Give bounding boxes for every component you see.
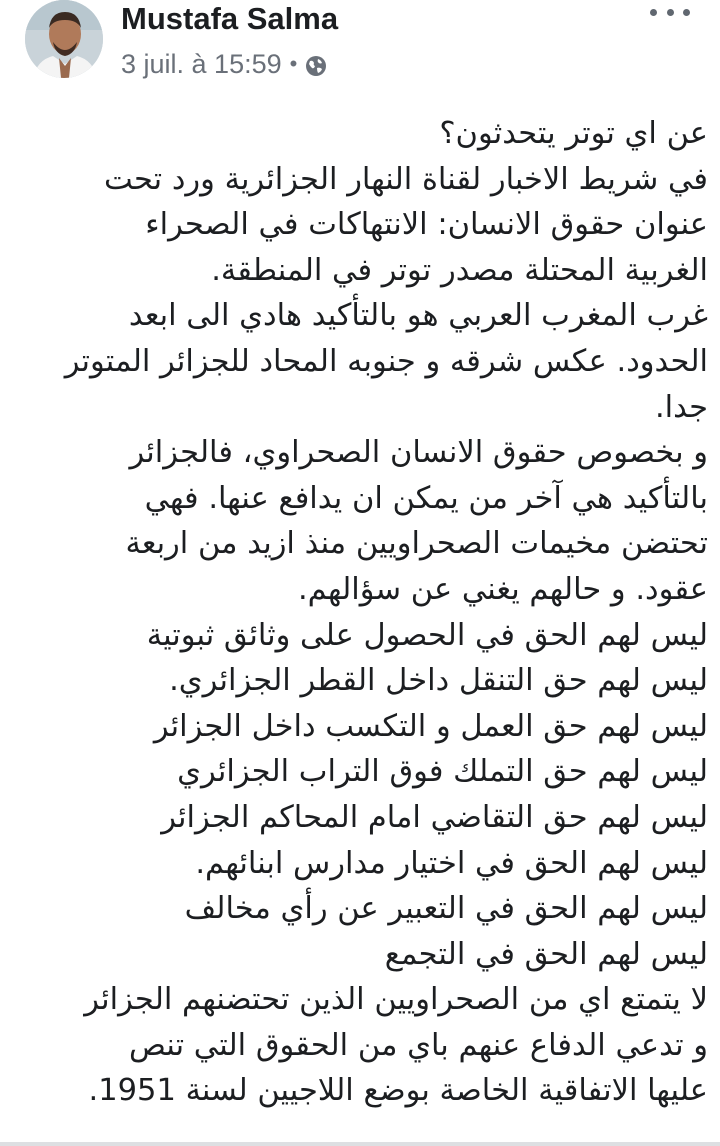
- post-text-line: الغربية المحتلة مصدر توتر في المنطقة.: [211, 252, 708, 288]
- post-text-line: غرب المغرب العربي هو بالتأكيد هادي الى ابعد: [128, 298, 708, 334]
- more-dot: [683, 9, 690, 16]
- post-divider: [0, 1142, 720, 1146]
- post-text-line: ليس لهم الحق في التجمع: [384, 936, 708, 972]
- post-text-line: ليس لهم حق التنقل داخل القطر الجزائري.: [169, 663, 708, 699]
- post-text-line: ليس لهم حق التملك فوق التراب الجزائري: [177, 754, 708, 790]
- author-name[interactable]: Mustafa Salma: [121, 1, 339, 36]
- post-text-line: عن اي توتر يتحدثون؟: [439, 116, 708, 151]
- post-text-line: ليس لهم حق التقاضي امام المحاكم الجزائر: [161, 799, 708, 835]
- globe-icon[interactable]: [305, 53, 327, 75]
- more-dot: [667, 9, 674, 16]
- post-text-line: عقود. و حالهم يغني عن سؤالهم.: [297, 571, 708, 607]
- post-text-line: و بخصوص حقوق الانسان الصحراوي، فالجزائر: [129, 435, 708, 471]
- post-text-line: بالتأكيد هي آخر من يمكن ان يدافع عنها. فهي: [144, 480, 708, 516]
- post-text-line: الحدود. عكس شرقه و جنوبه المحاد للجزائر المتوتر: [64, 343, 708, 379]
- post-text-line: عليها الاتفاقية الخاصة بوضع اللاجيين لسنة 1951.: [88, 1073, 708, 1109]
- post-timestamp[interactable]: 3 juil. à 15:59: [121, 48, 282, 79]
- post-header: [0, 0, 720, 92]
- post-text-line: عنوان حقوق الانسان: الانتهاكات في الصحراء: [145, 207, 708, 243]
- post-text-line: و تدعي الدفاع عنهم باي من الحقوق التي تنص: [129, 1027, 708, 1063]
- more-dot: [650, 9, 657, 16]
- post-text-line: تحتضن مخيمات الصحراويين منذ ازيد من اربعة: [125, 526, 708, 562]
- post-text-line: جدا.: [654, 389, 708, 425]
- post-text-line: ليس لهم حق العمل و التكسب داخل الجزائر: [153, 708, 708, 744]
- post-text-line: ليس لهم الحق في اختيار مدارس ابنائهم.: [195, 845, 708, 881]
- post-text-line: لا يتمتع اي من الصحراويين الذين تحتضنهم الجزائر: [84, 982, 708, 1018]
- meta-separator: •: [289, 51, 298, 76]
- post-text: [16, 111, 708, 1114]
- post-text-line: في شريط الاخبار لقناة النهار الجزائرية ورد تحت: [104, 161, 708, 197]
- avatar-photo: [25, 0, 103, 78]
- author-avatar[interactable]: [25, 0, 103, 78]
- post-meta: [121, 46, 327, 82]
- post-text-line: ليس لهم الحق في الحصول على وثائق ثبوتية: [146, 617, 708, 653]
- more-options-icon[interactable]: [650, 0, 690, 24]
- post-text-line: ليس لهم الحق في التعبير عن رأي مخالف: [184, 891, 708, 927]
